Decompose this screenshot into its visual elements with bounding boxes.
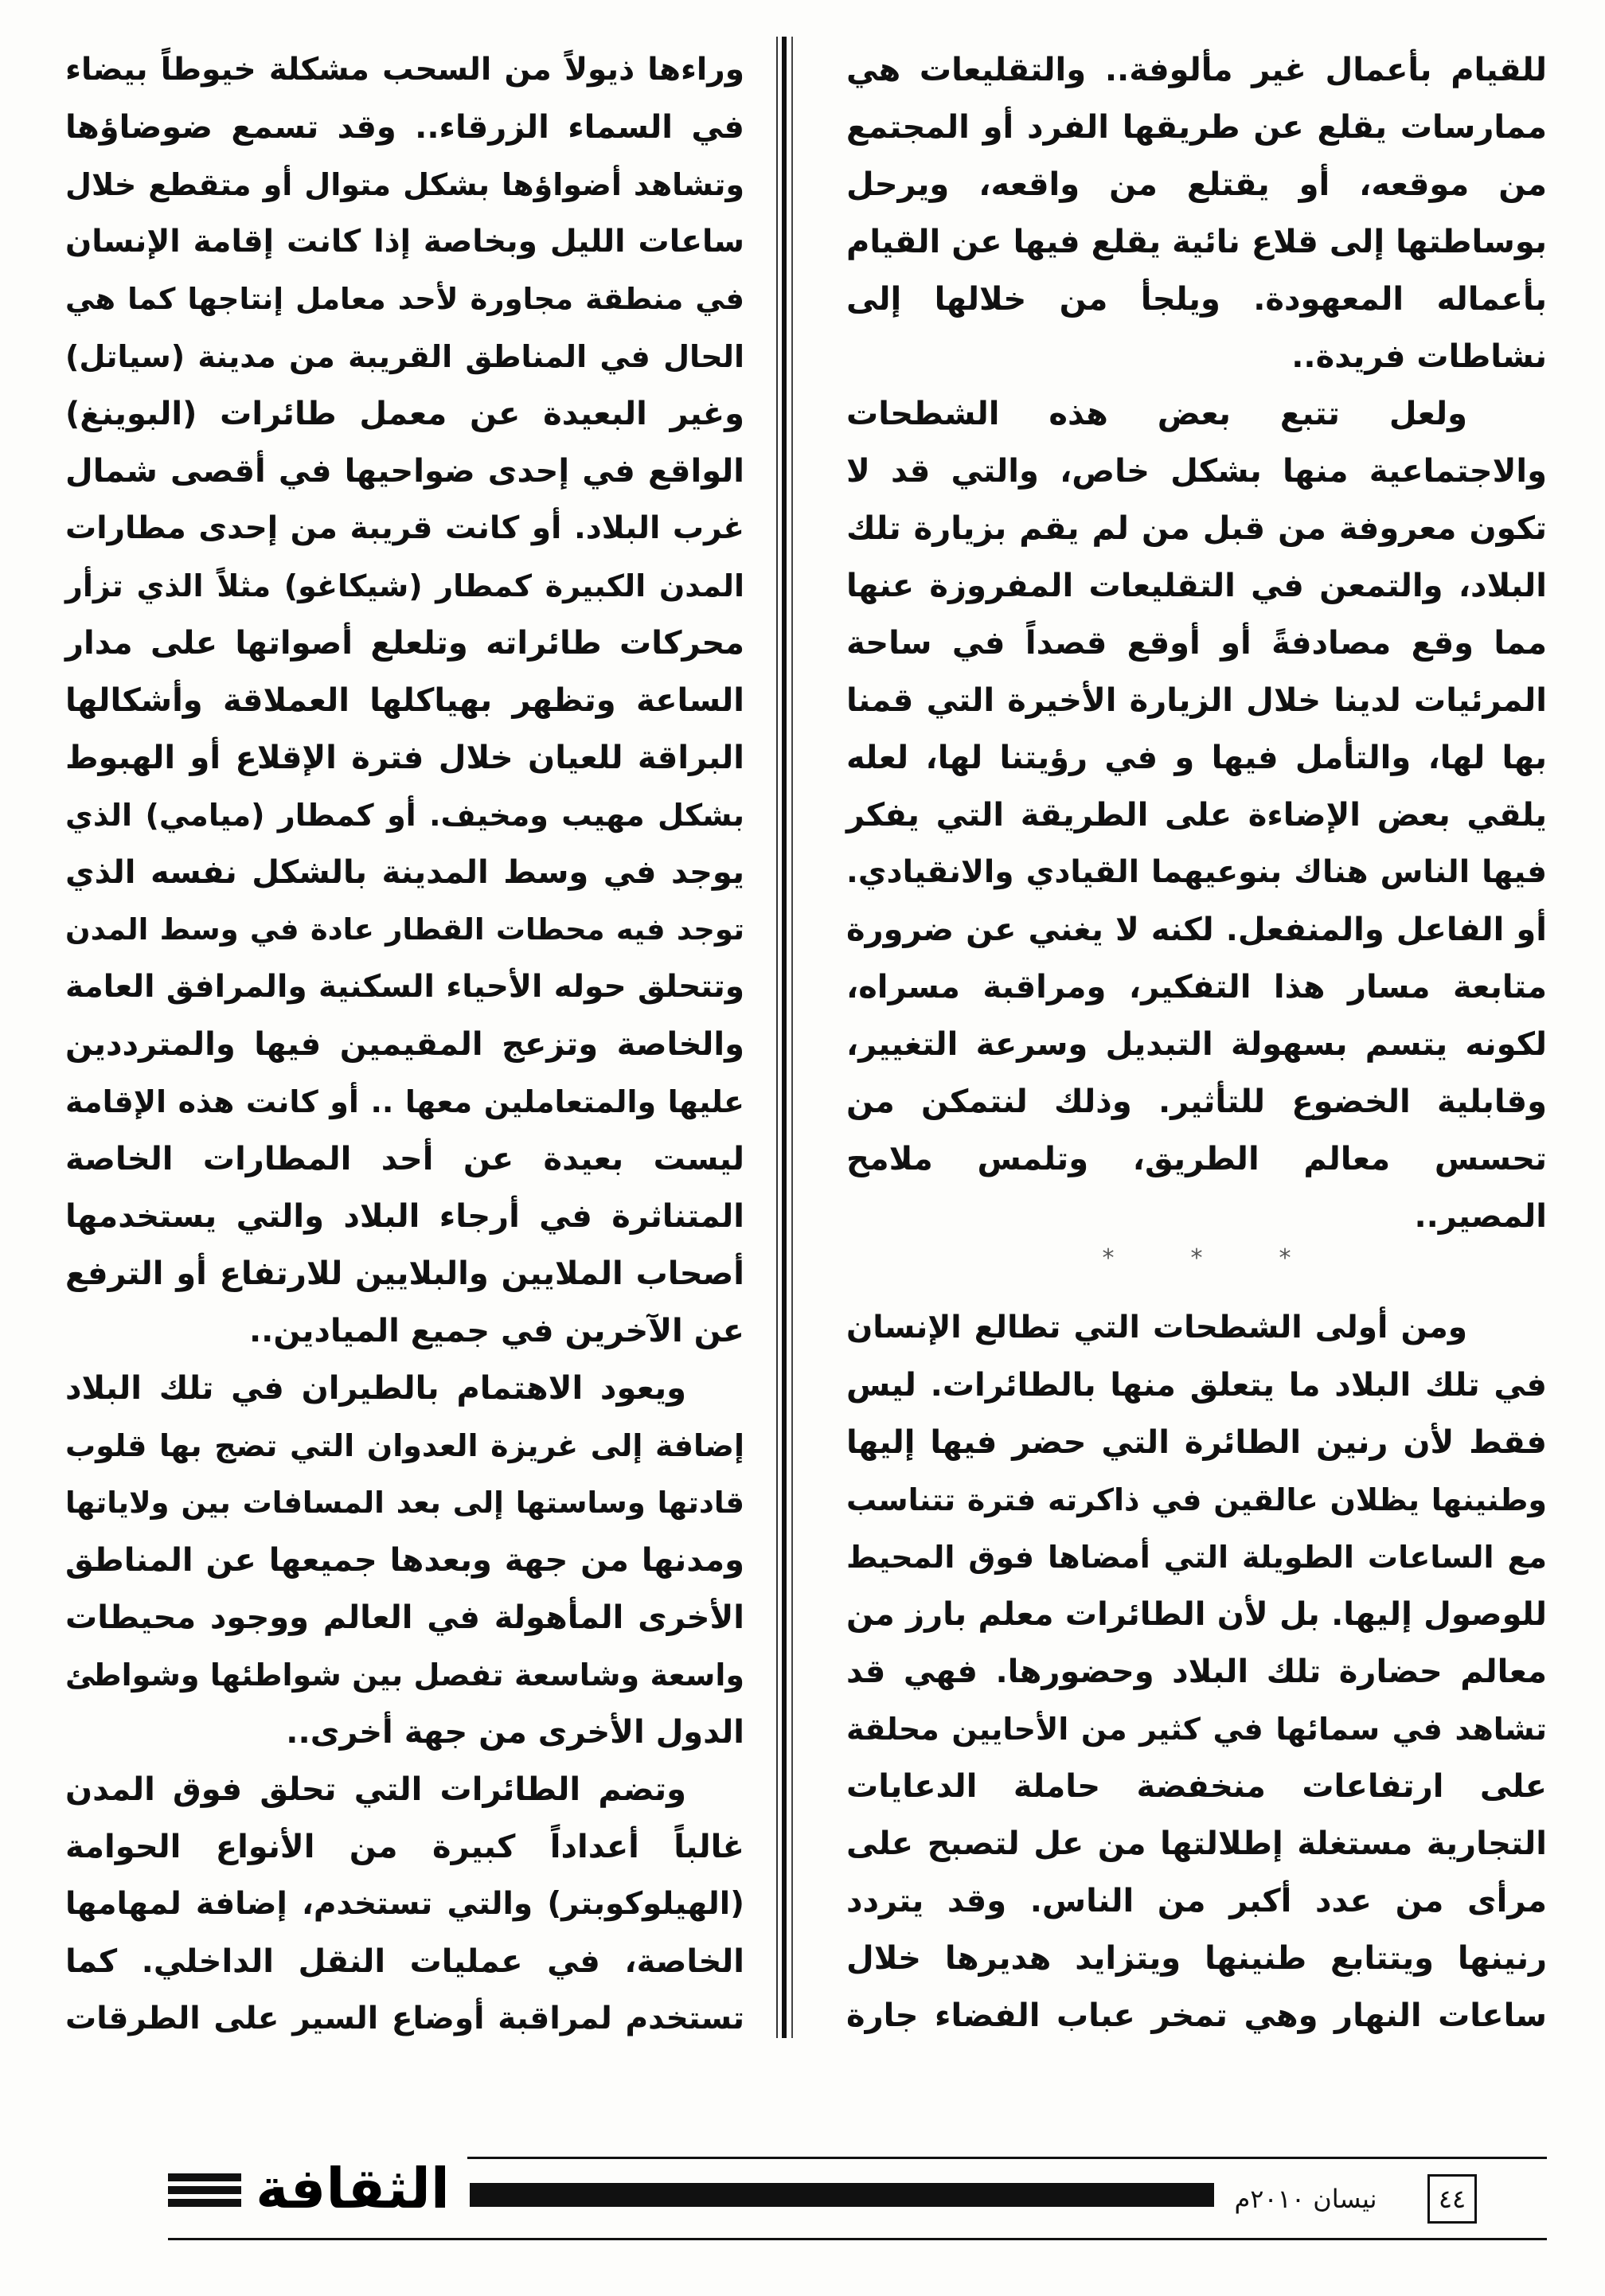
text-line: تشاهد في سمائها في كثير من الأحايين محلقة [846, 1712, 1547, 1747]
text-line: الدول الأخرى من جهة أخرى.. [286, 1714, 744, 1751]
text-line: رنينها ويتتابع طنينها ويتزايد هديرها خلال [846, 1940, 1547, 1977]
text-line: توجد فيه محطات القطار عادة في وسط المدن [65, 912, 744, 947]
footer-thick-bar [470, 2183, 1214, 2207]
text-line: بشكل مهيب ومخيف. أو كمطار (ميامي) الذي [65, 798, 744, 833]
text-line: فقط لأن رنين الطائرة التي حضر فيها إليها [846, 1424, 1547, 1461]
text-line: ليست بعيدة عن أحد المطارات الخاصة [65, 1141, 744, 1177]
text-line: المصير.. [1414, 1198, 1547, 1235]
footer-rule [467, 2157, 1547, 2159]
text-line: التجارية مستغلة إطلالتها من عل لتصبح على [846, 1825, 1547, 1862]
text-line: المتناثرة في أرجاء البلاد والتي يستخدمها [65, 1198, 744, 1235]
text-line: بأعماله المعهودة. ويلجأ من خلالها إلى [846, 281, 1547, 318]
column-divider [782, 37, 787, 2038]
text-line: بوساطتها إلى قلاع نائية يقلع فيها عن القيام [846, 224, 1547, 260]
text-line: وغير البعيدة عن معمل طائرات (البوينغ) [65, 396, 744, 432]
text-line: نشاطات فريدة.. [1291, 338, 1547, 375]
text-line: معالم حضارة تلك البلاد وحضورها. فهي قد [846, 1654, 1547, 1690]
text-line: الساعة وتظهر بهياكلها العملاقة وأشكالها [65, 682, 744, 719]
text-line: مما وقع مصادفةً أو أوقع قصداً في ساحة [846, 625, 1547, 662]
text-line: الواقع في إحدى ضواحيها في أقصى شمال [65, 453, 744, 490]
text-line: في السماء الزرقاء.. وقد تسمع ضوضاؤها [65, 109, 744, 146]
section-separator [846, 1245, 1547, 1299]
text-line: ومدنها من جهة وبعدها جميعها عن المناطق [65, 1542, 744, 1579]
text-line: محركات طائراته وتلعلع أصواتها على مدار [65, 625, 744, 662]
magazine-logo: الثقافة [256, 2156, 450, 2221]
separator-asterisk: * [1102, 1244, 1115, 1272]
text-line: مرأى من عدد أكبر من الناس. وقد يتردد [846, 1883, 1547, 1919]
text-line: يلقي بعض الإضاءة على الطريقة التي يفكر [846, 797, 1547, 834]
text-line: فيها الناس هناك بنوعيهما القيادي والانقيادي. [846, 854, 1547, 890]
text-line: تكون معروفة من قبل من لم يقم بزيارة تلك [846, 510, 1547, 547]
text-line: ساعات الليل وبخاصة إذا كانت إقامة الإنسان [65, 224, 744, 260]
text-line: المدن الكبيرة كمطار (شيكاغو) مثلاً الذي تزأر [65, 568, 744, 603]
logo-bar [168, 2186, 241, 2194]
text-line: وتشاهد أضواؤها بشكل متوال أو متقطع خلال [65, 167, 744, 202]
text-line: بها لها، والتأمل فيها و في رؤيتنا لها، لعله [846, 740, 1547, 776]
text-line: والاجتماعية منها بشكل خاص، والتي قد لا [846, 453, 1547, 490]
text-line: متابعة مسار هذا التفكير، ومراقبة مسراه، [846, 969, 1547, 1005]
text-line: الخاصة، في عمليات النقل الداخلي. كما [65, 1943, 744, 1980]
text-line: في تلك البلاد ما يتعلق منها بالطائرات. ليس [846, 1367, 1547, 1404]
text-line: على ارتفاعات منخفضة حاملة الدعايات [846, 1768, 1547, 1805]
text-line: وراءها ذيولاً من السحب مشكلة خيوطاً بيضاء [65, 52, 744, 88]
text-line: (الهيلوكوبتر) والتي تستخدم، إضافة لمهامها [65, 1886, 744, 1922]
text-line: عليها والمتعاملين معها .. أو كانت هذه الإقامة [65, 1084, 744, 1119]
logo-bar [168, 2199, 241, 2207]
text-line: الأخرى المأهولة في العالم ووجود محيطات [65, 1599, 744, 1636]
text-line: ومن أولى الشطحات التي تطالع الإنسان [846, 1310, 1467, 1345]
text-line: غالباً أعداداً كبيرة من الأنواع الحوامة [65, 1829, 744, 1865]
page-number: ٤٤ [1427, 2174, 1477, 2224]
text-line: البراقة للعيان خلال فترة الإقلاع أو الهبوط [65, 740, 744, 776]
text-line: غرب البلاد. أو كانت قريبة من إحدى مطارات [65, 510, 744, 546]
text-line: قادتها وساستها إلى بعد المسافات بين ولاياتها [65, 1486, 744, 1520]
text-line: مع الساعات الطويلة التي أمضاها فوق المحيط [846, 1540, 1547, 1575]
text-line: البلاد، والتمعن في التقليعات المفروزة عنها [846, 568, 1547, 604]
issue-date: نيسان ٢٠١٠م [1234, 2184, 1377, 2214]
text-line: وقابلية الخضوع للتأثير. وذلك لنتمكن من [846, 1084, 1547, 1120]
footer-rule [168, 2238, 1547, 2240]
text-line: والخاصة وتزعج المقيمين فيها والمترددين [65, 1026, 744, 1063]
column-divider [791, 37, 793, 2038]
text-line: وتتحلق حوله الأحياء السكنية والمرافق العامة [65, 969, 744, 1005]
text-line: المرئيات لدينا خلال الزيارة الأخيرة التي قمنا [846, 682, 1547, 719]
text-line: الحال في المناطق القريبة من مدينة (سياتل) [65, 339, 744, 374]
logo-bar [168, 2173, 241, 2181]
text-line: أصحاب الملايين والبلايين للارتفاع أو الترفع [65, 1255, 744, 1292]
text-line: للقيام بأعمال غير مألوفة.. والتقليعات هي [846, 52, 1547, 88]
text-line: من موقعه، أو يقتلع من واقعه، ويرحل [846, 166, 1547, 203]
text-line: تحسس معالم الطريق، وتلمس ملامح [846, 1141, 1547, 1177]
text-line: في منطقة مجاورة لأحد معامل إنتاجها كما هي [65, 282, 744, 316]
text-line: وطنينها يظلان عالقين في ذاكرته فترة تتناسب [846, 1482, 1547, 1517]
text-line: لكونه يتسم بسهولة التبديل وسرعة التغيير، [846, 1026, 1547, 1063]
text-line: أو الفاعل والمنفعل. لكنه لا يغني عن ضرورة [846, 912, 1547, 948]
text-line: إضافة إلى غريزة العدوان التي تضج بها قلوب [65, 1428, 744, 1463]
text-line: ممارسات يقلع عن طريقها الفرد أو المجتمع [846, 109, 1547, 146]
text-line: يوجد في وسط المدينة بالشكل نفسه الذي [65, 854, 744, 891]
column-divider [776, 37, 778, 2038]
right-column [846, 41, 1547, 2044]
text-line: ولعل تتبع بعض هذه الشطحات [846, 396, 1467, 432]
separator-asterisk: * [1279, 1244, 1291, 1272]
text-line: ويعود الاهتمام بالطيران في تلك البلاد [65, 1370, 686, 1407]
text-line: وتضم الطائرات التي تحلق فوق المدن [65, 1771, 686, 1808]
left-column [65, 41, 744, 2048]
text-line: عن الآخرين في جميع الميادين.. [248, 1313, 744, 1349]
text-line: للوصول إليها. بل لأن الطائرات معلم بارز من [846, 1596, 1547, 1633]
separator-asterisk: * [1190, 1244, 1203, 1272]
text-line: ساعات النهار وهي تمخر عباب الفضاء جارة [846, 1997, 1547, 2034]
text-line: تستخدم لمراقبة أوضاع السير على الطرقات [65, 2001, 744, 2036]
text-line: واسعة وشاسعة تفصل بين شواطئها وشواطئ [65, 1658, 744, 1693]
